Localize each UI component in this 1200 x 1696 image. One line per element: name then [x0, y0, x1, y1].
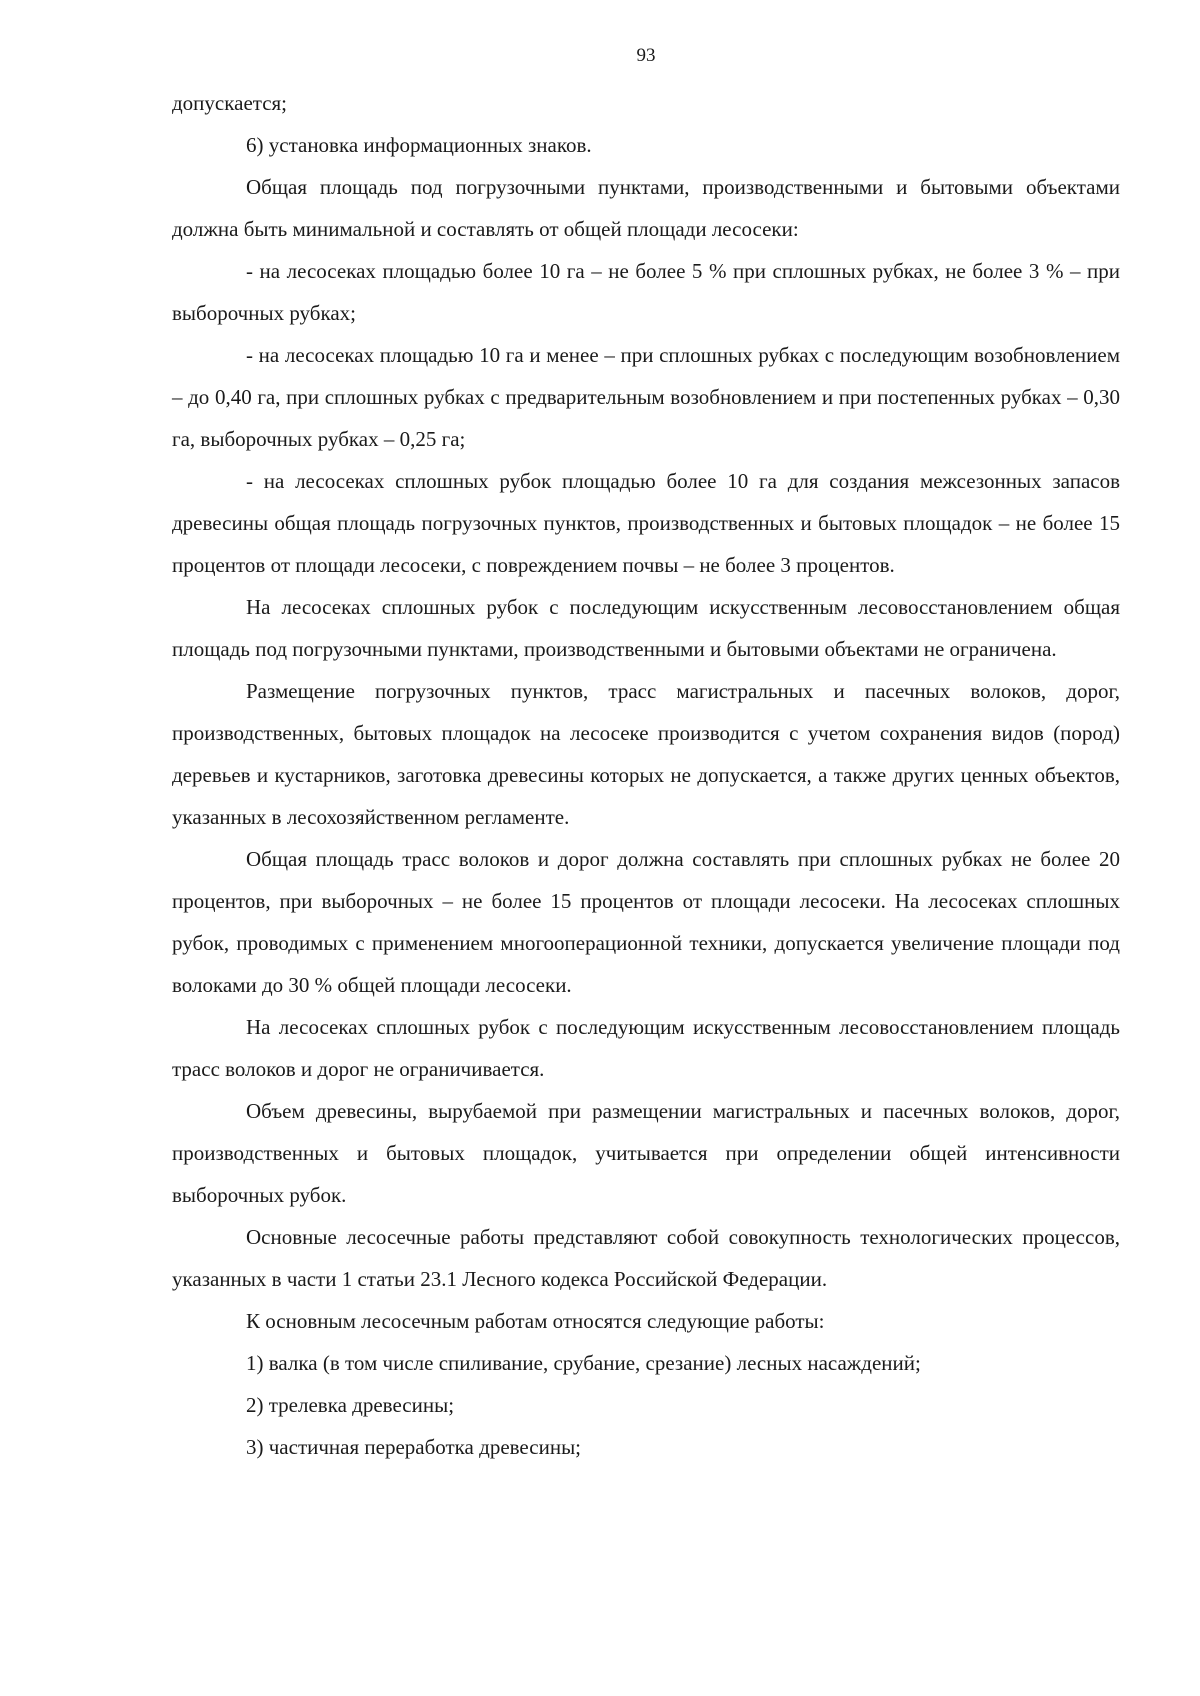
- paragraph-artificial-reforestation-objects: На лесосеках сплошных рубок с последующим искусственным лесовосстановлением общая площадь под погрузочными пунктами, производственными и бытовыми объектами не ограничена.: [172, 595, 1120, 661]
- paragraph-wood-volume: Объем древесины, вырубаемой при размещении магистральных и пасечных волоков, дорог, производственных и бытовых площадок, учитывается при определении общей интенсивности выборочных рубок.: [172, 1099, 1120, 1207]
- list-item-area-10ha-or-less: - на лесосеках площадью 10 га и менее – при сплошных рубках с последующим возобновлением – до 0,40 га, при сплошных рубках с предварительным возобновлением и при постепенных рубках – 0,30 га, выборочных рубках – 0,25 га;: [172, 343, 1120, 451]
- list-item-area-over-10ha: - на лесосеках площадью более 10 га – не более 5 % при сплошных рубках, не более 3 % – при выборочных рубках;: [172, 259, 1120, 325]
- paragraph-artificial-reforestation-trails: На лесосеках сплошных рубок с последующим искусственным лесовосстановлением площадь трасс волоков и дорог не ограничивается.: [172, 1015, 1120, 1081]
- paragraph-skid-trail-area: Общая площадь трасс волоков и дорог должна составлять при сплошных рубках не более 20 процентов, при выборочных – не более 15 процентов от площади лесосеки. На лесосеках сплошных рубок, проводимых с применением многооперационной техники, допускается увеличение площади под волоками до 30 % общей площади лесосеки.: [172, 847, 1120, 997]
- list-item-skidding: 2) трелевка древесины;: [246, 1393, 455, 1417]
- paragraph-placement: Размещение погрузочных пунктов, трасс магистральных и пасечных волоков, дорог, производственных, бытовых площадок на лесосеке производится с учетом сохранения видов (пород) деревьев и кустарников, заготовка древесины которых не допускается, а также других ценных объектов, указанных в лесохозяйственном регламенте.: [172, 679, 1120, 829]
- paragraph-main-works-definition: Основные лесосечные работы представляют собой совокупность технологических процессов, указанных в части 1 статьи 23.1 Лесного кодекса Российской Федерации.: [172, 1225, 1120, 1291]
- paragraph-main-works-list-intro: К основным лесосечным работам относятся следующие работы:: [246, 1309, 825, 1333]
- list-item-partial-processing: 3) частичная переработка древесины;: [246, 1435, 582, 1459]
- paragraph-total-area: Общая площадь под погрузочными пунктами, производственными и бытовыми объектами должна быть минимальной и составлять от общей площади лесосеки:: [172, 175, 1120, 241]
- list-item-felling: 1) валка (в том числе спиливание, срубание, срезание) лесных насаждений;: [246, 1351, 921, 1375]
- paragraph-continuation: допускается;: [172, 91, 288, 115]
- page-number: 93: [636, 45, 656, 66]
- document-page: [172, 40, 1120, 1468]
- list-item-signs: 6) установка информационных знаков.: [246, 133, 592, 157]
- list-item-seasonal-stocks: - на лесосеках сплошных рубок площадью более 10 га для создания межсезонных запасов древесины общая площадь погрузочных пунктов, производственных и бытовых площадок – не более 15 процентов от площади лесосеки, с повреждением почвы – не более 3 процентов.: [172, 469, 1120, 577]
